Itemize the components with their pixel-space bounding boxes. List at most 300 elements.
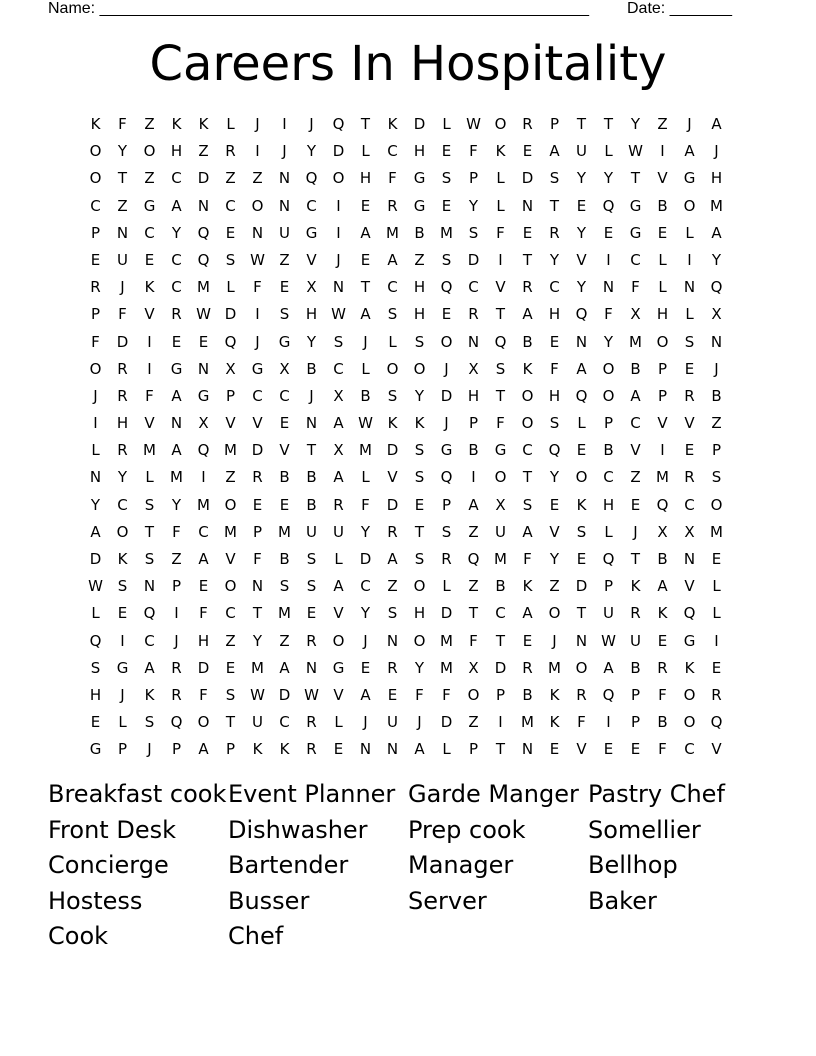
grid-letter[interactable]: P xyxy=(630,713,641,732)
grid-letter[interactable]: F xyxy=(469,631,478,650)
grid-letter[interactable]: B xyxy=(657,196,668,215)
grid-letter[interactable]: S xyxy=(441,522,452,541)
grid-letter[interactable]: Z xyxy=(387,577,398,596)
grid-letter[interactable]: L xyxy=(577,414,586,433)
grid-letter[interactable]: T xyxy=(144,522,155,541)
grid-letter[interactable]: D xyxy=(89,550,102,568)
grid-letter[interactable]: Z xyxy=(468,713,479,732)
grid-letter[interactable]: D xyxy=(116,332,129,351)
grid-letter[interactable]: G xyxy=(251,359,264,378)
grid-letter[interactable]: L xyxy=(496,196,505,215)
grid-letter[interactable]: S xyxy=(414,441,425,460)
grid-letter[interactable]: E xyxy=(441,196,452,215)
grid-letter[interactable]: Q xyxy=(656,495,669,514)
grid-letter[interactable]: G xyxy=(440,441,453,460)
grid-letter[interactable]: E xyxy=(225,658,236,677)
grid-letter[interactable]: Q xyxy=(224,332,237,351)
grid-letter[interactable]: V xyxy=(252,414,263,433)
grid-letter[interactable]: M xyxy=(197,278,210,297)
grid-letter[interactable]: Y xyxy=(549,468,560,487)
grid-letter[interactable]: U xyxy=(117,250,128,269)
grid-letter[interactable]: A xyxy=(360,685,371,704)
grid-letter[interactable]: P xyxy=(603,577,614,596)
grid-letter[interactable]: P xyxy=(225,386,236,405)
grid-letter[interactable]: C xyxy=(495,604,506,623)
grid-letter[interactable]: P xyxy=(171,577,182,596)
grid-letter[interactable]: E xyxy=(576,441,587,460)
grid-letter[interactable]: O xyxy=(89,359,102,378)
grid-letter[interactable]: K xyxy=(549,685,560,704)
grid-letter[interactable]: S xyxy=(279,305,290,324)
grid-letter[interactable]: C xyxy=(198,522,209,541)
grid-letter[interactable]: C xyxy=(225,196,236,215)
grid-letter[interactable]: Y xyxy=(90,495,101,514)
grid-letter[interactable]: E xyxy=(711,550,722,568)
grid-letter[interactable]: J xyxy=(255,115,260,133)
grid-letter[interactable]: A xyxy=(387,550,398,568)
grid-letter[interactable]: L xyxy=(712,604,721,623)
grid-letter[interactable]: O xyxy=(413,631,426,650)
grid-letter[interactable]: B xyxy=(306,359,317,378)
grid-letter[interactable]: I xyxy=(498,713,503,732)
grid-letter[interactable]: R xyxy=(306,631,317,650)
grid-letter[interactable]: L xyxy=(496,169,505,188)
grid-letter[interactable]: J xyxy=(282,142,287,161)
grid-letter[interactable]: C xyxy=(252,386,263,405)
grid-letter[interactable]: B xyxy=(468,441,479,460)
grid-letter[interactable]: X xyxy=(306,278,317,297)
grid-letter[interactable]: C xyxy=(468,278,479,297)
grid-letter[interactable]: C xyxy=(225,604,236,623)
grid-letter[interactable]: A xyxy=(603,658,614,677)
grid-letter[interactable]: E xyxy=(549,740,560,759)
grid-letter[interactable]: E xyxy=(657,223,668,242)
grid-letter[interactable]: L xyxy=(442,577,451,596)
grid-letter[interactable]: E xyxy=(522,223,533,242)
grid-letter[interactable]: A xyxy=(279,658,290,677)
grid-letter[interactable]: O xyxy=(143,142,156,161)
grid-letter[interactable]: L xyxy=(712,577,721,596)
grid-letter[interactable]: C xyxy=(630,414,641,433)
grid-letter[interactable]: M xyxy=(170,468,183,487)
grid-letter[interactable]: O xyxy=(494,468,507,487)
grid-letter[interactable]: V xyxy=(576,250,587,269)
grid-letter[interactable]: N xyxy=(521,740,534,759)
grid-letter[interactable]: D xyxy=(386,441,399,460)
grid-letter[interactable]: R xyxy=(684,386,695,405)
grid-letter[interactable]: S xyxy=(549,414,560,433)
grid-letter[interactable]: L xyxy=(226,115,235,133)
grid-letter[interactable]: V xyxy=(684,414,695,433)
grid-letter[interactable]: X xyxy=(333,386,344,405)
grid-letter[interactable]: E xyxy=(414,495,425,514)
grid-letter[interactable]: Z xyxy=(144,169,155,188)
grid-letter[interactable]: Q xyxy=(710,713,723,732)
grid-letter[interactable]: Y xyxy=(468,196,479,215)
grid-letter[interactable]: J xyxy=(633,522,638,541)
grid-letter[interactable]: O xyxy=(89,142,102,161)
grid-letter[interactable]: I xyxy=(498,250,503,269)
grid-letter[interactable]: I xyxy=(714,631,719,650)
grid-letter[interactable]: E xyxy=(225,223,236,242)
grid-letter[interactable]: A xyxy=(522,305,533,324)
grid-letter[interactable]: V xyxy=(576,740,587,759)
grid-letter[interactable]: Q xyxy=(440,468,453,487)
grid-letter[interactable]: M xyxy=(251,658,264,677)
grid-letter[interactable]: Z xyxy=(225,169,236,188)
grid-letter[interactable]: N xyxy=(521,196,534,215)
grid-letter[interactable]: K xyxy=(90,115,101,133)
grid-letter[interactable]: R xyxy=(306,713,317,732)
grid-letter[interactable]: O xyxy=(224,495,237,514)
grid-letter[interactable]: L xyxy=(604,142,613,161)
grid-letter[interactable]: N xyxy=(278,196,291,215)
grid-letter[interactable]: O xyxy=(656,332,669,351)
grid-letter[interactable]: V xyxy=(225,550,236,568)
grid-letter[interactable]: Z xyxy=(711,414,722,433)
grid-letter[interactable]: S xyxy=(225,685,236,704)
grid-letter[interactable]: M xyxy=(143,441,156,460)
grid-letter[interactable]: U xyxy=(279,223,290,242)
grid-letter[interactable]: I xyxy=(120,631,125,650)
grid-letter[interactable]: I xyxy=(606,250,611,269)
grid-letter[interactable]: K xyxy=(171,115,182,133)
grid-letter[interactable]: N xyxy=(251,223,264,242)
grid-letter[interactable]: K xyxy=(522,577,533,596)
grid-letter[interactable]: D xyxy=(332,142,345,161)
grid-letter[interactable]: F xyxy=(253,550,262,568)
grid-letter[interactable]: E xyxy=(90,250,101,269)
grid-letter[interactable]: J xyxy=(363,631,368,650)
grid-letter[interactable]: A xyxy=(198,740,209,759)
grid-letter[interactable]: K xyxy=(252,740,263,759)
grid-letter[interactable]: V xyxy=(684,577,695,596)
grid-letter[interactable]: G xyxy=(278,332,291,351)
grid-letter[interactable]: T xyxy=(117,169,128,188)
grid-letter[interactable]: H xyxy=(413,305,426,324)
grid-letter[interactable]: Q xyxy=(602,685,615,704)
grid-letter[interactable]: D xyxy=(440,604,453,623)
grid-letter[interactable]: K xyxy=(414,414,425,433)
grid-letter[interactable]: F xyxy=(199,604,208,623)
grid-letter[interactable]: E xyxy=(522,142,533,161)
grid-letter[interactable]: E xyxy=(684,441,695,460)
grid-letter[interactable]: S xyxy=(414,332,425,351)
grid-letter[interactable]: J xyxy=(93,386,98,405)
grid-letter[interactable]: T xyxy=(630,169,641,188)
grid-letter[interactable]: S xyxy=(387,604,398,623)
grid-letter[interactable]: B xyxy=(711,386,722,405)
grid-letter[interactable]: R xyxy=(117,441,128,460)
grid-letter[interactable]: O xyxy=(575,658,588,677)
grid-letter[interactable]: V xyxy=(657,414,668,433)
grid-letter[interactable]: W xyxy=(466,115,481,133)
grid-letter[interactable]: E xyxy=(522,631,533,650)
grid-letter[interactable]: J xyxy=(417,713,422,732)
grid-letter[interactable]: R xyxy=(468,305,479,324)
grid-letter[interactable]: O xyxy=(521,386,534,405)
grid-letter[interactable]: A xyxy=(333,468,344,487)
grid-letter[interactable]: R xyxy=(225,142,236,161)
grid-letter[interactable]: B xyxy=(306,468,317,487)
grid-letter[interactable]: S xyxy=(549,169,560,188)
grid-letter[interactable]: K xyxy=(144,685,155,704)
grid-letter[interactable]: F xyxy=(388,169,397,188)
grid-letter[interactable]: L xyxy=(658,278,667,297)
grid-letter[interactable]: Z xyxy=(468,522,479,541)
grid-letter[interactable]: P xyxy=(711,441,722,460)
grid-letter[interactable]: N xyxy=(359,740,372,759)
grid-letter[interactable]: N xyxy=(143,577,156,596)
grid-letter[interactable]: I xyxy=(336,196,341,215)
grid-letter[interactable]: O xyxy=(224,577,237,596)
grid-letter[interactable]: D xyxy=(197,658,210,677)
grid-letter[interactable]: C xyxy=(549,278,560,297)
grid-letter[interactable]: V xyxy=(495,278,506,297)
grid-letter[interactable]: I xyxy=(336,223,341,242)
grid-letter[interactable]: Y xyxy=(630,115,641,133)
grid-letter[interactable]: V xyxy=(333,604,344,623)
grid-letter[interactable]: F xyxy=(145,386,154,405)
grid-letter[interactable]: B xyxy=(603,441,614,460)
grid-letter[interactable]: K xyxy=(387,414,398,433)
grid-letter[interactable]: O xyxy=(386,359,399,378)
grid-letter[interactable]: A xyxy=(657,577,668,596)
grid-letter[interactable]: E xyxy=(441,142,452,161)
grid-letter[interactable]: G xyxy=(170,359,183,378)
grid-letter[interactable]: Z xyxy=(225,631,236,650)
grid-letter[interactable]: J xyxy=(552,631,557,650)
grid-letter[interactable]: C xyxy=(279,386,290,405)
grid-letter[interactable]: E xyxy=(576,550,587,568)
grid-letter[interactable]: T xyxy=(360,115,371,133)
grid-letter[interactable]: K xyxy=(387,115,398,133)
grid-letter[interactable]: R xyxy=(171,685,182,704)
grid-letter[interactable]: J xyxy=(363,332,368,351)
grid-letter[interactable]: P xyxy=(468,169,479,188)
grid-letter[interactable]: E xyxy=(360,658,371,677)
grid-letter[interactable]: X xyxy=(468,359,479,378)
grid-letter[interactable]: X xyxy=(630,305,641,324)
grid-letter[interactable]: B xyxy=(279,468,290,487)
grid-letter[interactable]: U xyxy=(495,522,506,541)
grid-letter[interactable]: A xyxy=(711,115,722,133)
grid-letter[interactable]: Q xyxy=(170,713,183,732)
grid-letter[interactable]: N xyxy=(575,332,588,351)
grid-letter[interactable]: I xyxy=(255,142,260,161)
grid-letter[interactable]: L xyxy=(442,115,451,133)
grid-letter[interactable]: R xyxy=(684,468,695,487)
grid-letter[interactable]: N xyxy=(386,740,399,759)
grid-letter[interactable]: E xyxy=(441,305,452,324)
grid-letter[interactable]: A xyxy=(360,305,371,324)
grid-letter[interactable]: Q xyxy=(575,305,588,324)
grid-letter[interactable]: C xyxy=(117,495,128,514)
grid-letter[interactable]: O xyxy=(440,332,453,351)
grid-letter[interactable]: M xyxy=(710,196,723,215)
grid-letter[interactable]: E xyxy=(360,250,371,269)
grid-letter[interactable]: H xyxy=(89,685,102,704)
grid-letter[interactable]: O xyxy=(197,713,210,732)
grid-letter[interactable]: E xyxy=(711,658,722,677)
grid-letter[interactable]: T xyxy=(576,115,587,133)
grid-letter[interactable]: K xyxy=(657,604,668,623)
grid-letter[interactable]: Z xyxy=(117,196,128,215)
grid-letter[interactable]: L xyxy=(334,550,343,568)
grid-letter[interactable]: N xyxy=(683,278,696,297)
grid-letter[interactable]: X xyxy=(279,359,290,378)
grid-letter[interactable]: N xyxy=(170,414,183,433)
grid-letter[interactable]: N xyxy=(197,359,210,378)
grid-letter[interactable]: Y xyxy=(414,386,425,405)
grid-letter[interactable]: L xyxy=(91,441,100,460)
grid-letter[interactable]: O xyxy=(413,359,426,378)
grid-letter[interactable]: F xyxy=(199,685,208,704)
grid-letter[interactable]: A xyxy=(549,142,560,161)
grid-letter[interactable]: H xyxy=(413,278,426,297)
grid-letter[interactable]: M xyxy=(521,713,534,732)
grid-letter[interactable]: F xyxy=(361,495,370,514)
grid-letter[interactable]: O xyxy=(467,685,480,704)
grid-letter[interactable]: Q xyxy=(548,441,561,460)
grid-letter[interactable]: R xyxy=(333,495,344,514)
grid-letter[interactable]: J xyxy=(147,740,152,759)
grid-letter[interactable]: U xyxy=(306,522,317,541)
grid-letter[interactable]: I xyxy=(201,468,206,487)
grid-letter[interactable]: I xyxy=(147,359,152,378)
grid-letter[interactable]: Y xyxy=(603,332,614,351)
grid-letter[interactable]: N xyxy=(278,169,291,188)
grid-letter[interactable]: K xyxy=(684,658,695,677)
grid-letter[interactable]: I xyxy=(471,468,476,487)
grid-letter[interactable]: K xyxy=(549,713,560,732)
grid-letter[interactable]: W xyxy=(358,414,373,433)
grid-letter[interactable]: D xyxy=(440,713,453,732)
grid-letter[interactable]: U xyxy=(252,713,263,732)
grid-letter[interactable]: K xyxy=(144,278,155,297)
grid-letter[interactable]: J xyxy=(336,250,341,269)
grid-letter[interactable]: Y xyxy=(360,522,371,541)
grid-letter[interactable]: T xyxy=(468,604,479,623)
grid-letter[interactable]: Q xyxy=(440,278,453,297)
grid-letter[interactable]: I xyxy=(255,305,260,324)
grid-letter[interactable]: A xyxy=(171,441,182,460)
grid-letter[interactable]: F xyxy=(658,685,667,704)
grid-letter[interactable]: D xyxy=(359,550,372,568)
grid-letter[interactable]: Y xyxy=(252,631,263,650)
grid-letter[interactable]: A xyxy=(171,386,182,405)
grid-letter[interactable]: C xyxy=(387,142,398,161)
grid-letter[interactable]: I xyxy=(174,604,179,623)
grid-letter[interactable]: G xyxy=(683,631,696,650)
grid-letter[interactable]: W xyxy=(304,685,319,704)
grid-letter[interactable]: S xyxy=(144,495,155,514)
grid-letter[interactable]: P xyxy=(171,740,182,759)
grid-letter[interactable]: K xyxy=(495,142,506,161)
grid-letter[interactable]: M xyxy=(278,522,291,541)
grid-letter[interactable]: C xyxy=(522,441,533,460)
grid-letter[interactable]: R xyxy=(522,115,533,133)
grid-letter[interactable]: B xyxy=(630,658,641,677)
grid-letter[interactable]: S xyxy=(414,468,425,487)
grid-letter[interactable]: U xyxy=(576,142,587,161)
grid-letter[interactable]: P xyxy=(252,522,263,541)
grid-letter[interactable]: M xyxy=(197,495,210,514)
grid-letter[interactable]: L xyxy=(145,468,154,487)
grid-letter[interactable]: C xyxy=(603,468,614,487)
grid-letter[interactable]: A xyxy=(387,250,398,269)
grid-letter[interactable]: C xyxy=(387,278,398,297)
grid-letter[interactable]: H xyxy=(413,142,426,161)
grid-letter[interactable]: O xyxy=(683,713,696,732)
grid-letter[interactable]: O xyxy=(89,169,102,188)
grid-letter[interactable]: M xyxy=(359,441,372,460)
grid-letter[interactable]: R xyxy=(387,522,398,541)
grid-letter[interactable]: Y xyxy=(360,604,371,623)
grid-letter[interactable]: H xyxy=(548,386,561,405)
grid-letter[interactable]: E xyxy=(603,223,614,242)
grid-letter[interactable]: F xyxy=(442,685,451,704)
grid-letter[interactable]: P xyxy=(657,386,668,405)
grid-letter[interactable]: S xyxy=(684,332,695,351)
grid-letter[interactable]: S xyxy=(468,223,479,242)
grid-letter[interactable]: C xyxy=(171,169,182,188)
grid-letter[interactable]: R xyxy=(117,359,128,378)
grid-letter[interactable]: I xyxy=(282,115,287,133)
grid-letter[interactable]: B xyxy=(279,550,290,568)
grid-letter[interactable]: T xyxy=(306,441,317,460)
grid-letter[interactable]: Z xyxy=(657,115,668,133)
grid-letter[interactable]: O xyxy=(683,685,696,704)
grid-letter[interactable]: A xyxy=(198,550,209,568)
grid-letter[interactable]: W xyxy=(250,250,265,269)
grid-letter[interactable]: F xyxy=(577,713,586,732)
grid-letter[interactable]: Z xyxy=(198,142,209,161)
grid-letter[interactable]: Y xyxy=(576,223,587,242)
grid-letter[interactable]: X xyxy=(711,305,722,324)
grid-letter[interactable]: U xyxy=(630,631,641,650)
grid-letter[interactable]: F xyxy=(604,305,613,324)
grid-letter[interactable]: K xyxy=(630,577,641,596)
grid-letter[interactable]: F xyxy=(91,332,100,351)
grid-letter[interactable]: L xyxy=(604,522,613,541)
grid-letter[interactable]: P xyxy=(495,685,506,704)
grid-letter[interactable]: G xyxy=(305,223,318,242)
grid-letter[interactable]: M xyxy=(440,658,453,677)
grid-letter[interactable]: Z xyxy=(630,468,641,487)
grid-letter[interactable]: D xyxy=(494,658,507,677)
grid-letter[interactable]: X xyxy=(684,522,695,541)
grid-letter[interactable]: W xyxy=(88,577,103,596)
grid-letter[interactable]: N xyxy=(575,631,588,650)
grid-letter[interactable]: A xyxy=(171,196,182,215)
grid-letter[interactable]: E xyxy=(279,414,290,433)
grid-letter[interactable]: V xyxy=(144,414,155,433)
grid-letter[interactable]: E xyxy=(333,740,344,759)
grid-letter[interactable]: L xyxy=(388,332,397,351)
grid-letter[interactable]: E xyxy=(198,332,209,351)
grid-letter[interactable]: A xyxy=(333,577,344,596)
grid-letter[interactable]: E xyxy=(279,495,290,514)
grid-letter[interactable]: B xyxy=(414,223,425,242)
grid-letter[interactable]: E xyxy=(90,713,101,732)
grid-letter[interactable]: W xyxy=(331,305,346,324)
grid-letter[interactable]: S xyxy=(522,495,533,514)
grid-letter[interactable]: J xyxy=(120,685,125,704)
grid-letter[interactable]: M xyxy=(710,522,723,541)
grid-letter[interactable]: Y xyxy=(576,169,587,188)
grid-letter[interactable]: A xyxy=(711,223,722,242)
